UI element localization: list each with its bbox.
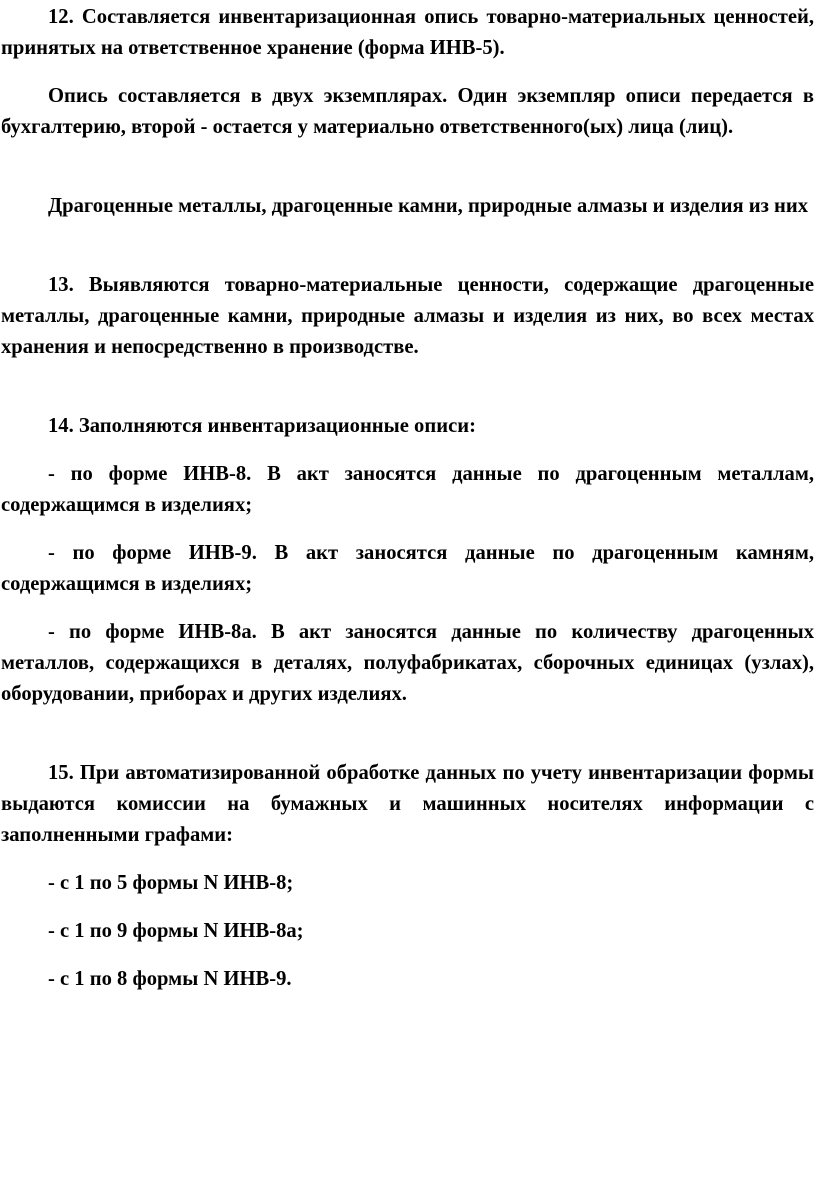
paragraph-item-15: 15. При автоматизированной обработке данных по учету инвентаризации формы выдаются комиссии на бумажных и машинных носителях информации с заполненными графами: <box>1 762 814 846</box>
list-item-columns-inv-8: - с 1 по 5 формы N ИНВ-8; <box>48 872 294 894</box>
section-heading-precious-metals: Драгоценные металлы, драгоценные камни, природные алмазы и изделия из них <box>48 195 809 217</box>
list-item-inv-8: - по форме ИНВ-8. В акт заносятся данные по драгоценным металлам, содержащимся в изделиях; <box>1 463 814 516</box>
list-item-inv-8a: - по форме ИНВ-8а. В акт заносятся данные по количеству драгоценных металлов, содержащихся в деталях, полуфабрикатах, сборочных единицах (узлах), оборудовании, приборах и других изделиях. <box>1 621 814 705</box>
paragraph-copies: Опись составляется в двух экземплярах. Один экземпляр описи передается в бухгалтерию, второй - остается у материально ответственного(ых) лица (лиц). <box>1 85 814 138</box>
paragraph-item-12: 12. Составляется инвентаризационная опись товарно-материальных ценностей, принятых на ответственное хранение (форма ИНВ-5). <box>1 6 814 59</box>
list-item-columns-inv-9: - с 1 по 8 формы N ИНВ-9. <box>48 968 292 990</box>
document-page <box>0 2 816 1184</box>
list-item-columns-inv-8a: - с 1 по 9 формы N ИНВ-8а; <box>48 920 304 942</box>
paragraph-item-13: 13. Выявляются товарно-материальные ценности, содержащие драгоценные металлы, драгоценные камни, природные алмазы и изделия из них, во всех местах хранения и непосредственно в производстве. <box>1 274 814 358</box>
list-item-inv-9: - по форме ИНВ-9. В акт заносятся данные по драгоценным камням, содержащимся в изделиях; <box>1 542 814 595</box>
paragraph-item-14: 14. Заполняются инвентаризационные описи: <box>48 415 476 437</box>
